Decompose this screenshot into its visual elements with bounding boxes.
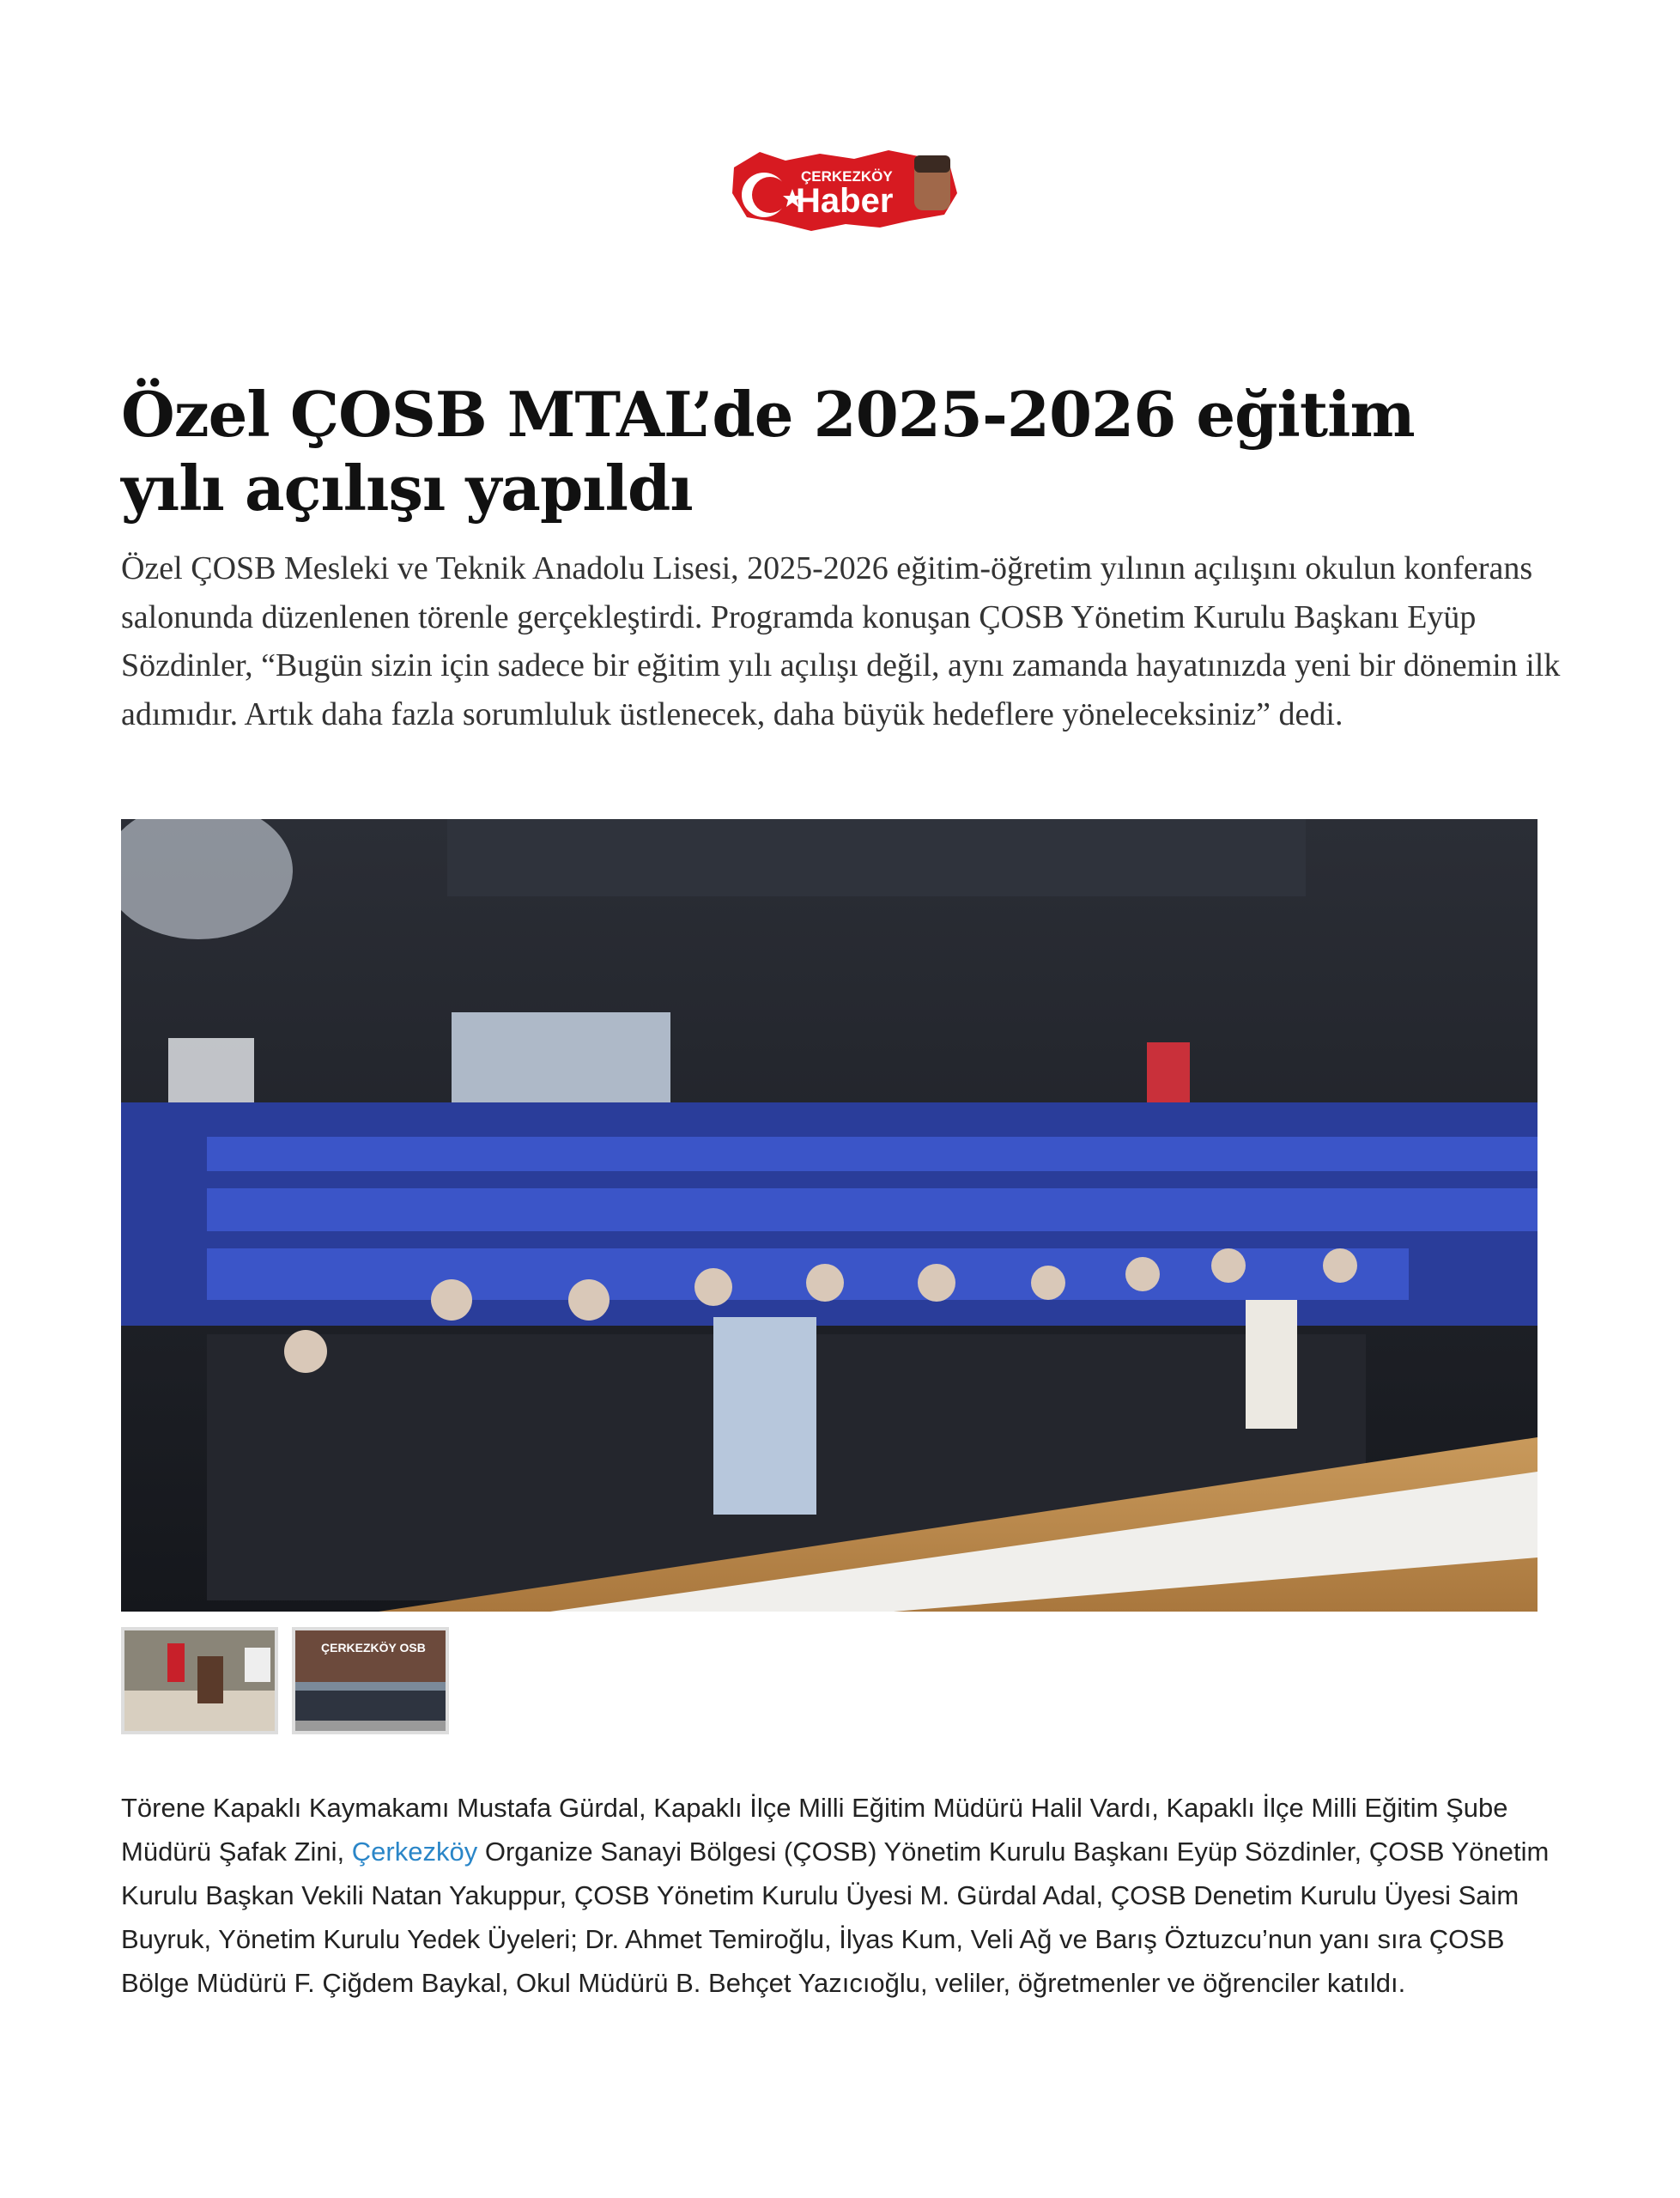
site-logo[interactable] (725, 142, 961, 240)
body-text: Organize Sanayi Bölgesi (ÇOSB) Yönetim Kurulu Başkanı Eyüp Sözdinler, ÇOSB Yönetim Kurulu Başkan Vekili Natan Yakuppur, ÇOSB Yönetim Kurulu Üyesi M. Gürdal Adal, ÇOSB Denetim Kurulu Üyesi Saim Buyruk, Yönetim Kurulu Yedek Üyeleri; Dr. Ahmet Temiroğlu, İlyas Kum, Veli Ağ ve Barış Öztuzcu’nun yanı sıra ÇOSB Bölge Müdürü F. Çiğdem Baykal, Okul Müdürü B. Behçet Yazıcıoğlu, veliler, öğretmenler ve öğrenciler katıldı. (121, 1837, 1550, 1998)
gallery-thumbnail-1[interactable] (121, 1627, 278, 1734)
body-text: Törene Kapaklı Kaymakamı Mustafa Gürdal, Kapaklı İlçe Milli Eğitim Müdürü Halil Vardı, Kapaklı İlçe Milli Eğitim Şube Müdürü Şafak Zini, (121, 1793, 1508, 1867)
main-photo[interactable] (121, 819, 1537, 1612)
article-lead: Özel ÇOSB Mesleki ve Teknik Anadolu Lisesi, 2025-2026 eğitim-öğretim yılının açılışını okulun konferans salonunda düzenlenen törenle gerçekleştirdi. Programda konuşan ÇOSB Yönetim Kurulu Başkanı Eyüp Sözdinler, “Bugün sizin için sadece bir eğitim yılı açılışı değil, aynı zamanda hayatınızda yeni bir dönemin ilk adımıdır. Artık daha fazla sorumluluk üstlenecek, daha büyük hedeflere yöneleceksiniz” dedi. (121, 550, 1561, 732)
svg-text:ÇERKEZKÖY OSB: ÇERKEZKÖY OSB (321, 1641, 426, 1655)
gallery-thumbnail-2[interactable] (292, 1627, 449, 1734)
article-body (121, 1786, 1563, 2005)
cerkezkoy-link[interactable]: Çerkezköy (351, 1837, 478, 1867)
svg-text:ÇERKEZKÖY: ÇERKEZKÖY (801, 168, 893, 185)
article-title: Özel ÇOSB MTAL’de 2025-2026 eğitim yılı açılışı yapıldı (121, 378, 1415, 525)
svg-text:Haber: Haber (796, 182, 894, 220)
